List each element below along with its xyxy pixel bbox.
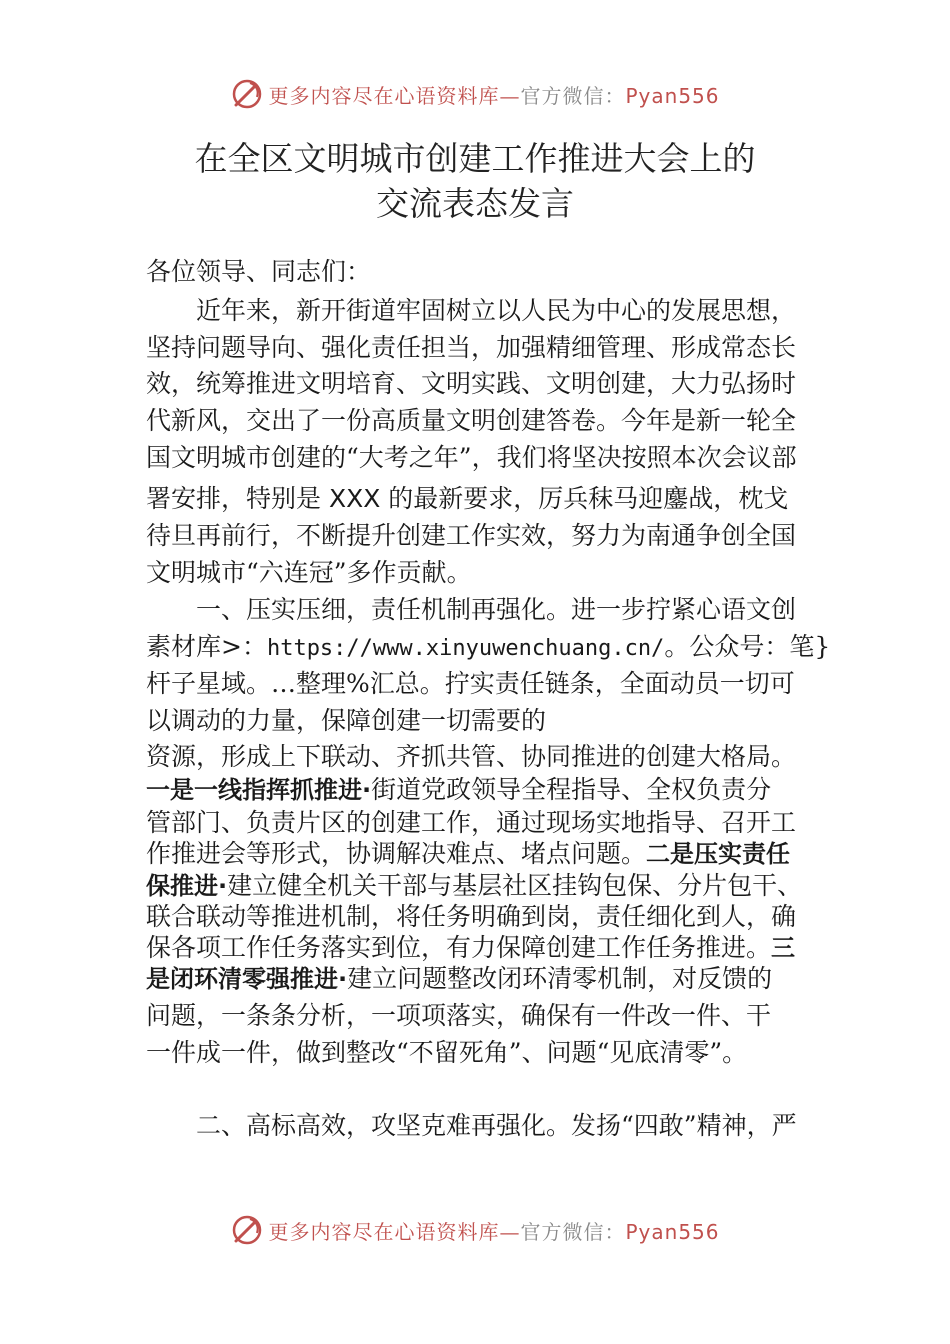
bold-point: 保推进· (146, 872, 228, 900)
paragraph-line: 近年来，新开街道牢固树立以人民为中心的发展思想， (196, 296, 797, 325)
watermark-footer (0, 1210, 950, 1250)
pen-flourish-icon (230, 77, 264, 111)
bold-point: 三 (771, 934, 796, 962)
paragraph-line: 素材库>：https://www.xinyuwenchuang.cn/。公众号：笔} (146, 632, 831, 661)
bold-point: 一是一线指挥抓推进· (146, 776, 372, 804)
greeting: 各位领导、同志们： (146, 257, 372, 286)
bold-point: 是闭环清零强推进· (146, 965, 348, 993)
watermark-id: Pyan556 (625, 1219, 720, 1244)
pen-flourish-icon (230, 1213, 264, 1247)
paragraph-line: 保推进·建立健全机关干部与基层社区挂钩包保、分片包干、 (146, 871, 803, 900)
paragraph-line: 署安排，特别是 XXX 的最新要求，厉兵秣马迎鏖战，枕戈 (146, 484, 789, 513)
paragraph-line: 问题，一条条分析，一项项落实，确保有一件改一件、干 (146, 1001, 772, 1030)
paragraph-line: 坚持问题导向、强化责任担当，加强精细管理、形成常态长 (146, 333, 797, 362)
paragraph-line: 效，统筹推进文明培育、文明实践、文明创建，大力弘扬时 (146, 369, 797, 398)
section-heading: 二、高标高效，攻坚克难再强化。发扬“四敢”精神，严 (196, 1111, 797, 1140)
paragraph-line: 以调动的力量，保障创建一切需要的 (146, 706, 547, 735)
paragraph-line: 管部门、负责片区的创建工作，通过现场实地指导、召开工 (146, 808, 797, 837)
watermark-text: 更多内容尽在心语资料库—官方微信：Pyan556 (268, 1219, 720, 1244)
watermark-header (0, 74, 950, 114)
paragraph-line: 保各项工作任务落实到位，有力保障创建工作任务推进。三 (146, 933, 796, 962)
document-title: 在全区文明城市创建工作推进大会上的 (194, 139, 756, 178)
paragraph-line: 资源，形成上下联动、齐抓共管、协同推进的创建大格局。 (146, 742, 797, 771)
website-url: https://www.xinyuwenchuang.cn/ (266, 636, 665, 661)
paragraph-line: 是闭环清零强推进·建立问题整改闭环清零机制，对反馈的 (146, 964, 773, 993)
watermark-id: Pyan556 (625, 83, 720, 108)
paragraph-line: 代新风，交出了一份高质量文明创建答卷。今年是新一轮全 (146, 406, 797, 435)
paragraph-line: 一是一线指挥抓推进·街道党政领导全程指导、全权负责分 (146, 775, 772, 804)
paragraph-line: 一件成一件，做到整改“不留死角”、问题“见底清零”。 (146, 1038, 748, 1067)
section-heading: 一、压实压细，责任机制再强化。进一步拧紧心语文创 (196, 595, 797, 624)
bold-point: 二是压实责任 (646, 840, 791, 868)
paragraph-line: 文明城市“六连冠”多作贡献。 (146, 558, 472, 587)
paragraph-line: 待旦再前行，不断提升创建工作实效，努力为南通争创全国 (146, 521, 797, 550)
paragraph-line: 作推进会等形式，协调解决难点、堵点问题。二是压实责任 (146, 839, 791, 868)
watermark-text: 更多内容尽在心语资料库—官方微信：Pyan556 (268, 83, 720, 108)
paragraph-line: 联合联动等推进机制，将任务明确到岗，责任细化到人，确 (146, 902, 797, 931)
paragraph-line: 国文明城市创建的“大考之年”，我们将坚决按照本次会议部 (146, 443, 797, 472)
paragraph-line: 杆子星域。…整理%汇总。拧实责任链条，全面动员一切可 (146, 669, 795, 698)
document-title-line2: 交流表态发言 (376, 184, 574, 223)
